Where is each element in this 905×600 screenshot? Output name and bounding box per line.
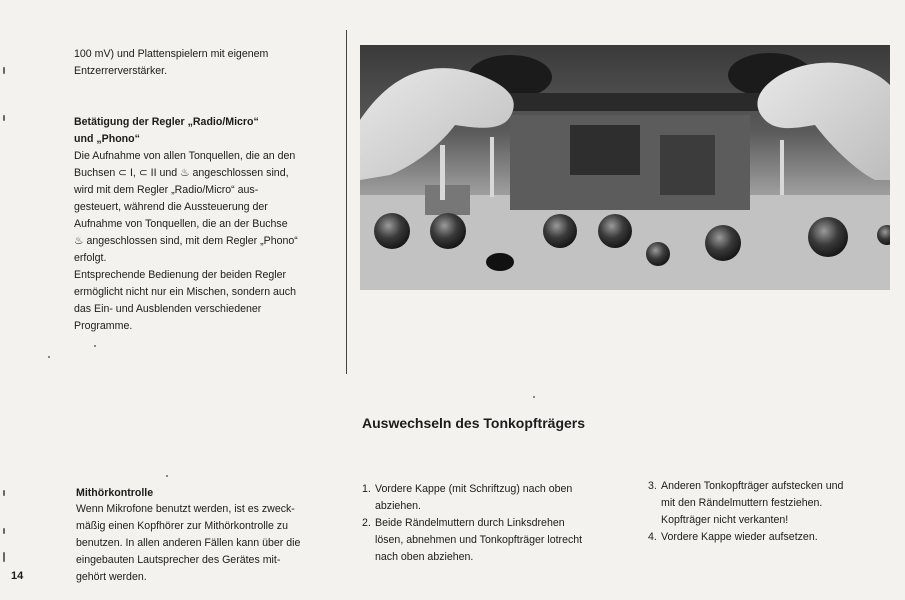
step-number: 3. [648, 480, 657, 492]
list-item [648, 529, 898, 546]
guide-post [780, 140, 784, 195]
section-body-mithoerkontrolle [76, 501, 351, 586]
body-line: Die Aufnahme von allen Tonquellen, die an den [74, 150, 296, 162]
step-number: 4. [648, 531, 657, 543]
body-line: mäßig einen Kopfhörer zur Mithörkontrolle zu [76, 520, 288, 532]
step-text [661, 478, 898, 529]
list-item [362, 481, 632, 515]
section-title-line: Mithörkontrolle [76, 487, 154, 499]
step-number: 2. [362, 517, 371, 529]
knob [705, 225, 741, 261]
step-text [375, 481, 632, 515]
mechanism-part [425, 185, 470, 215]
steps-list [648, 478, 898, 546]
intro-line: 100 mV) und Plattenspielern mit eigenem [74, 48, 269, 60]
speck [533, 396, 535, 398]
body-line: Wenn Mikrofone benutzt werden, ist es zweck- [76, 503, 295, 515]
body-line: das Ein- und Ausblenden verschiedener [74, 303, 262, 315]
speck [48, 356, 50, 358]
knob [646, 242, 670, 266]
body-line: gehört werden. [76, 571, 147, 583]
margin-mark [3, 528, 5, 534]
indicator-hole [486, 253, 514, 271]
body-line: ermöglicht nicht nur ein Mischen, sondern auch [74, 286, 296, 298]
step-line: Anderen Tonkopfträger aufstecken und [661, 480, 844, 492]
step-line: Beide Rändelmuttern durch Linksdrehen [375, 517, 565, 529]
head-block [660, 135, 715, 195]
head-block [570, 125, 640, 175]
step-text [375, 515, 632, 566]
steps-list [362, 481, 632, 566]
body-line: ♨ angeschlossen sind, mit dem Regler „Phono“ [74, 235, 298, 247]
body-line: gesteuert, während die Aussteuerung der [74, 201, 268, 213]
knob [430, 213, 466, 249]
section-body-regler [74, 148, 344, 335]
margin-mark [3, 552, 5, 562]
steps-column-2 [648, 478, 898, 546]
list-item [362, 515, 632, 566]
knob [543, 214, 577, 248]
speck [94, 345, 96, 347]
margin-mark [3, 67, 5, 74]
step-line: lösen, abnehmen und Tonkopfträger lotrecht [375, 534, 583, 546]
step-number: 1. [362, 483, 371, 495]
intro-paragraph [74, 46, 344, 80]
knob [598, 214, 632, 248]
margin-mark [3, 490, 5, 496]
section-title-line: Betätigung der Regler „Radio/Micro“ [74, 116, 259, 128]
tape-recorder-photo [360, 45, 890, 290]
column-divider [346, 30, 347, 374]
body-line: Programme. [74, 320, 133, 332]
guide-post [490, 137, 494, 197]
section-title-regler [74, 114, 344, 148]
section-heading: Auswechseln des Tonkopfträgers [362, 415, 586, 431]
body-line: wird mit dem Regler „Radio/Micro“ aus- [74, 184, 259, 196]
body-line: erfolgt. [74, 252, 107, 264]
step-line: abziehen. [375, 500, 421, 512]
step-line: mit den Rändelmuttern festziehen. [661, 497, 823, 509]
knob [808, 217, 848, 257]
section-title-line: und „Phono“ [74, 133, 140, 145]
guide-post [440, 145, 445, 200]
body-line: benutzen. In allen anderen Fällen kann über die [76, 537, 301, 549]
margin-mark [3, 115, 5, 121]
head-cover [500, 93, 780, 111]
steps-column-1 [362, 481, 632, 566]
intro-line: Entzerrerverstärker. [74, 65, 168, 77]
page-number: 14 [11, 570, 24, 582]
body-line: eingebauten Lautsprecher des Gerätes mit- [76, 554, 281, 566]
list-item [648, 478, 898, 529]
body-line: Aufnahme von Tonquellen, die an der Buchse [74, 218, 288, 230]
step-line: nach oben abziehen. [375, 551, 474, 563]
body-line: Entsprechende Bedienung der beiden Regler [74, 269, 287, 281]
step-line: Vordere Kappe wieder aufsetzen. [661, 531, 818, 543]
tape-deck-illustration [360, 45, 890, 290]
step-line: Vordere Kappe (mit Schriftzug) nach oben [375, 483, 573, 495]
step-text [661, 529, 898, 546]
knob [374, 213, 410, 249]
section-title-mithoerkontrolle [76, 485, 346, 502]
body-line: Buchsen ⊂ I, ⊂ II und ♨ angeschlossen sind, [74, 167, 289, 179]
step-line: Kopfträger nicht verkanten! [661, 514, 789, 526]
speck [166, 475, 168, 477]
